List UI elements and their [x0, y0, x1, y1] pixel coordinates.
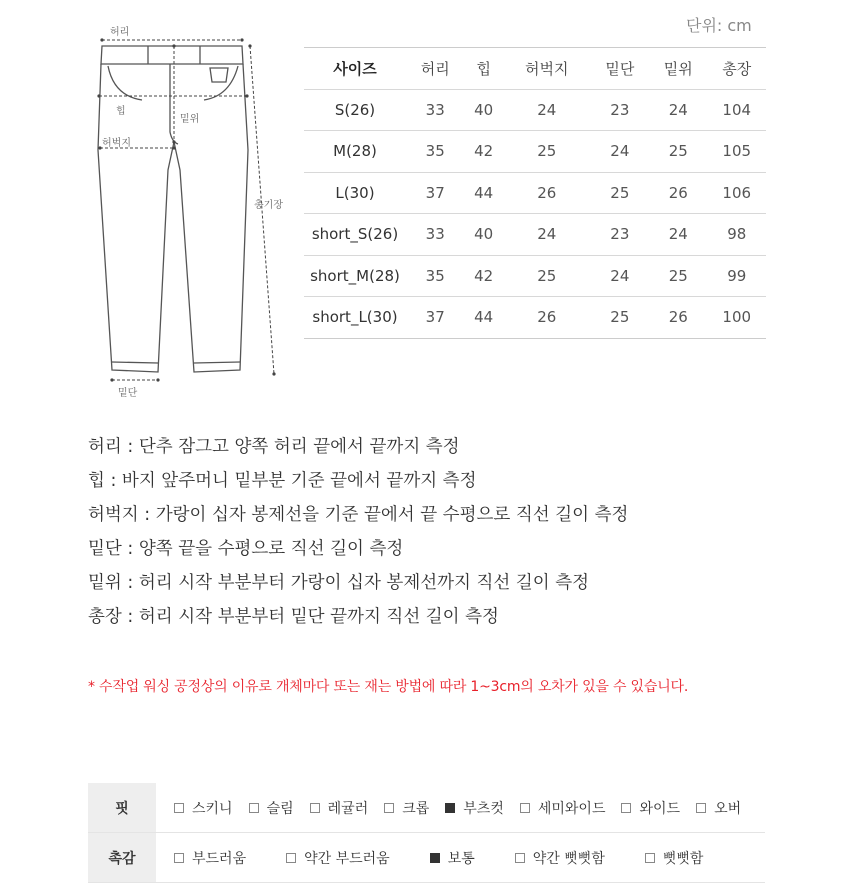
- checkbox-icon: [520, 803, 530, 813]
- value-cell: 25: [649, 131, 707, 173]
- fit-option-skinny: [174, 798, 233, 818]
- note-hip: 힙 : 바지 앞주머니 밑부분 기준 끝에서 끝까지 측정: [88, 471, 477, 491]
- checkbox-icon: [384, 803, 394, 813]
- value-cell: 23: [591, 89, 649, 131]
- option-label: 보통: [447, 850, 475, 867]
- fit-option-semiwide: [520, 798, 606, 818]
- note-hem: 밑단 : 양쪽 끝을 수평으로 직선 길이 측정: [88, 539, 404, 559]
- value-cell: 37: [406, 172, 464, 214]
- fit-row-touch: [88, 833, 765, 883]
- option-label: 스키니: [192, 800, 233, 817]
- touch-option-soft: [174, 848, 246, 868]
- option-label: 레귤러: [327, 800, 369, 817]
- value-cell: 105: [708, 131, 767, 173]
- value-cell: 24: [649, 89, 707, 131]
- fit-option-slim: [249, 798, 294, 818]
- value-cell: 40: [464, 214, 503, 256]
- checkbox-checked-icon: [430, 853, 440, 863]
- value-cell: 23: [591, 214, 649, 256]
- value-cell: 25: [649, 255, 707, 297]
- value-cell: 25: [503, 255, 591, 297]
- fit-row-fit: [88, 783, 765, 833]
- unit-label: 단위: cm: [686, 16, 752, 35]
- value-cell: 25: [503, 131, 591, 173]
- size-cell: short_M(28): [304, 255, 406, 297]
- value-cell: 25: [591, 297, 649, 339]
- touch-option-slightly-stiff: [515, 848, 605, 868]
- value-cell: 33: [406, 214, 464, 256]
- value-cell: 44: [464, 297, 503, 339]
- size-cell: short_L(30): [304, 297, 406, 339]
- value-cell: 99: [708, 255, 767, 297]
- fit-table: [88, 783, 765, 883]
- value-cell: 44: [464, 172, 503, 214]
- fit-option-over: [696, 798, 741, 818]
- value-cell: 24: [503, 214, 591, 256]
- pants-measurement-diagram: [90, 20, 290, 400]
- table-row: [304, 131, 766, 173]
- value-cell: 26: [503, 172, 591, 214]
- value-cell: 26: [649, 297, 707, 339]
- value-cell: 40: [464, 89, 503, 131]
- option-label: 부드러움: [192, 850, 247, 867]
- size-table-header: 힙: [464, 48, 503, 90]
- table-row: [304, 214, 766, 256]
- touch-option-normal: [430, 848, 475, 868]
- option-label: 세미와이드: [537, 800, 606, 817]
- checkbox-checked-icon: [445, 803, 455, 813]
- note-length: 총장 : 허리 시작 부분부터 밑단 끝까지 직선 길이 측정: [88, 607, 499, 627]
- checkbox-icon: [174, 803, 184, 813]
- value-cell: 37: [406, 297, 464, 339]
- value-cell: 35: [406, 255, 464, 297]
- note-waist: 허리 : 단추 잠그고 양쪽 허리 끝에서 끝까지 측정: [88, 437, 460, 457]
- size-table-header: 허벅지: [503, 48, 591, 90]
- checkbox-icon: [645, 853, 655, 863]
- value-cell: 33: [406, 89, 464, 131]
- size-table: [304, 47, 766, 339]
- value-cell: 35: [406, 131, 464, 173]
- value-cell: 26: [503, 297, 591, 339]
- touch-options: [156, 833, 765, 882]
- size-cell: L(30): [304, 172, 406, 214]
- table-row: [304, 89, 766, 131]
- checkbox-icon: [515, 853, 525, 863]
- table-row: [304, 297, 766, 339]
- size-table-header: 사이즈: [304, 48, 406, 90]
- touch-option-slightly-soft: [286, 848, 390, 868]
- size-table-header-row: [304, 48, 766, 90]
- note-thigh: 허벅지 : 가랑이 십자 봉제선을 기준 끝에서 끝 수평으로 직선 길이 측정: [88, 505, 629, 525]
- value-cell: 42: [464, 255, 503, 297]
- option-label: 약간 부드러움: [304, 850, 390, 867]
- fit-option-bootcut: [445, 798, 504, 818]
- value-cell: 106: [708, 172, 767, 214]
- table-row: [304, 172, 766, 214]
- size-cell: S(26): [304, 89, 406, 131]
- value-cell: 104: [708, 89, 767, 131]
- value-cell: 24: [591, 131, 649, 173]
- value-cell: 100: [708, 297, 767, 339]
- checkbox-icon: [696, 803, 706, 813]
- size-table-header: 총장: [708, 48, 767, 90]
- checkbox-icon: [286, 853, 296, 863]
- option-label: 오버: [714, 800, 742, 817]
- value-cell: 42: [464, 131, 503, 173]
- option-label: 약간 뻣뻣함: [532, 850, 605, 867]
- fit-options: [156, 783, 765, 832]
- fit-option-regular: [310, 798, 369, 818]
- checkbox-icon: [621, 803, 631, 813]
- value-cell: 24: [503, 89, 591, 131]
- value-cell: 24: [591, 255, 649, 297]
- option-label: 뻣뻣함: [662, 850, 704, 867]
- value-cell: 25: [591, 172, 649, 214]
- checkbox-icon: [310, 803, 320, 813]
- diagram-label-thigh: 허벅지: [102, 138, 131, 149]
- size-cell: short_S(26): [304, 214, 406, 256]
- diagram-label-length: 총기장: [254, 200, 283, 211]
- size-cell: M(28): [304, 131, 406, 173]
- size-table-header: 허리: [406, 48, 464, 90]
- checkbox-icon: [249, 803, 259, 813]
- measurement-notes: [88, 430, 628, 634]
- warning-text: * 수작업 워싱 공정상의 이유로 개체마다 또는 재는 방법에 따라 1~3cm의 오차가 있을 수 있습니다.: [88, 679, 689, 695]
- table-row: [304, 255, 766, 297]
- fit-option-wide: [621, 798, 680, 818]
- option-label: 슬림: [266, 800, 294, 817]
- note-rise: 밑위 : 허리 시작 부분부터 가랑이 십자 봉제선까지 직선 길이 측정: [88, 573, 590, 593]
- option-label: 와이드: [639, 800, 681, 817]
- value-cell: 26: [649, 172, 707, 214]
- fit-option-crop: [384, 798, 429, 818]
- diagram-label-rise: 밑위: [180, 114, 200, 125]
- diagram-label-hem: 밑단: [118, 388, 138, 399]
- fit-row-label: 촉감: [88, 833, 156, 882]
- option-label: 크롭: [402, 800, 430, 817]
- diagram-label-hip: 힙: [116, 106, 126, 117]
- option-label: 부츠컷: [463, 800, 504, 817]
- diagram-label-waist: 허리: [110, 27, 130, 38]
- fit-row-label: 핏: [88, 783, 156, 832]
- value-cell: 24: [649, 214, 707, 256]
- size-table-header: 밑위: [649, 48, 707, 90]
- checkbox-icon: [174, 853, 184, 863]
- value-cell: 98: [708, 214, 767, 256]
- touch-option-stiff: [645, 848, 704, 868]
- size-table-header: 밑단: [591, 48, 649, 90]
